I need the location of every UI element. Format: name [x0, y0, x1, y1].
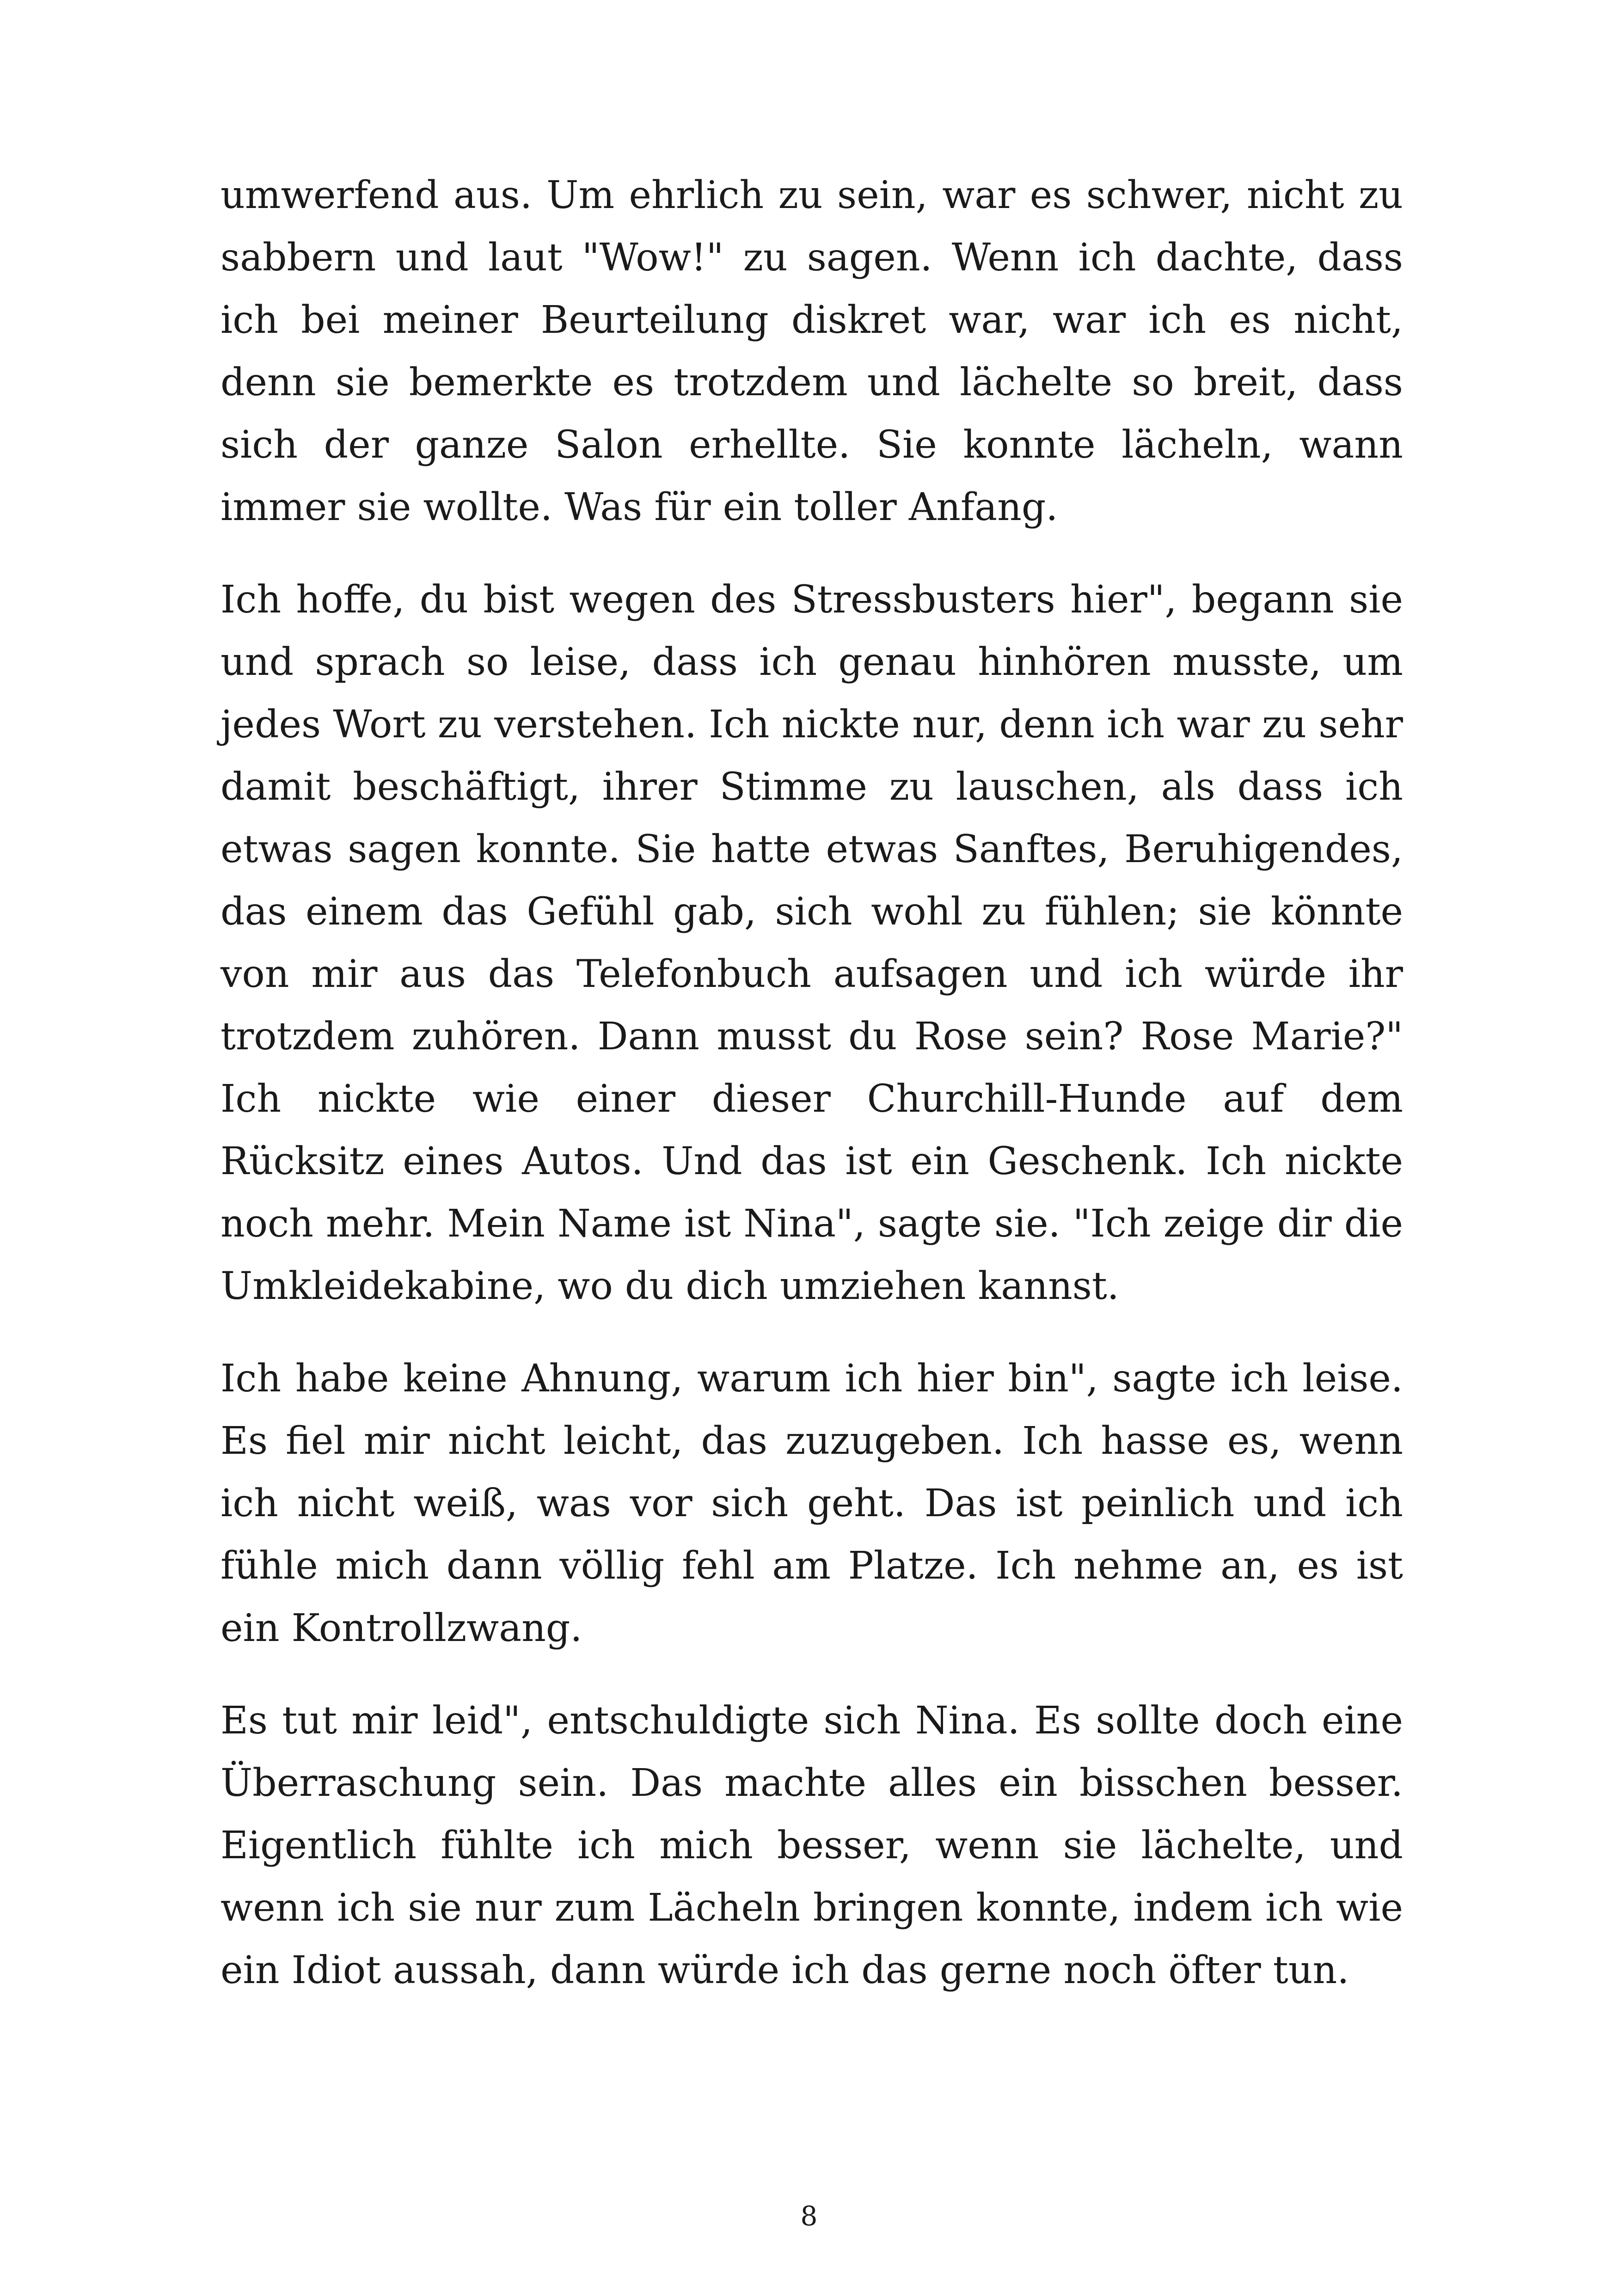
paragraph-3: Ich habe keine Ahnung, warum ich hier bin", sagte ich leise. Es fiel mir nicht leicht, das zuzugeben. Ich hasse es, wenn ich nicht weiß, was vor sich geht. Das ist peinlich und ich fühle mich dann völlig fehl am Platze. Ich nehme an, es ist ein Kontrollzwang. [221, 1357, 1403, 1650]
paragraph-2: Ich hoffe, du bist wegen des Stressbusters hier", begann sie und sprach so leise, dass ich genau hinhören musste, um jedes Wort zu verstehen. Ich nickte nur, denn ich war zu sehr damit beschäftigt, ihrer Stimme zu lauschen, als dass ich etwas sagen konnte. Sie hatte etwas Sanftes, Beruhigendes, das einem das Gefühl gab, sich wohl zu fühlen; sie könnte von mir aus das Telefonbuch aufsagen und ich würde ihr trotzdem zuhören. Dann musst du Rose sein? Rose Marie?" Ich nickte wie einer dieser Churchill-Hunde auf dem Rücksitz eines Autos. Und das ist ein Geschenk. Ich nickte noch mehr. Mein Name ist Nina", sagte sie. "Ich zeige dir die Umkleidekabine, wo du dich umziehen kannst. [221, 578, 1403, 1308]
body-text [221, 164, 1403, 2032]
paragraph-4: Es tut mir leid", entschuldigte sich Nina. Es sollte doch eine Überraschung sein. Das machte alles ein bisschen besser. Eigentlich fühlte ich mich besser, wenn sie lächelte, und wenn ich sie nur zum Lächeln bringen konnte, indem ich wie ein Idiot aussah, dann würde ich das gerne noch öfter tun. [221, 1699, 1403, 1992]
paragraph-1: umwerfend aus. Um ehrlich zu sein, war es schwer, nicht zu sabbern und laut "Wow!" zu sagen. Wenn ich dachte, dass ich bei meiner Beurteilung diskret war, war ich es nicht, denn sie bemerkte es trotzdem und lächelte so breit, dass sich der ganze Salon erhellte. Sie konnte lächeln, wann immer sie wollte. Was für ein toller Anfang. [221, 173, 1403, 529]
page-number: 8 [800, 2200, 818, 2232]
